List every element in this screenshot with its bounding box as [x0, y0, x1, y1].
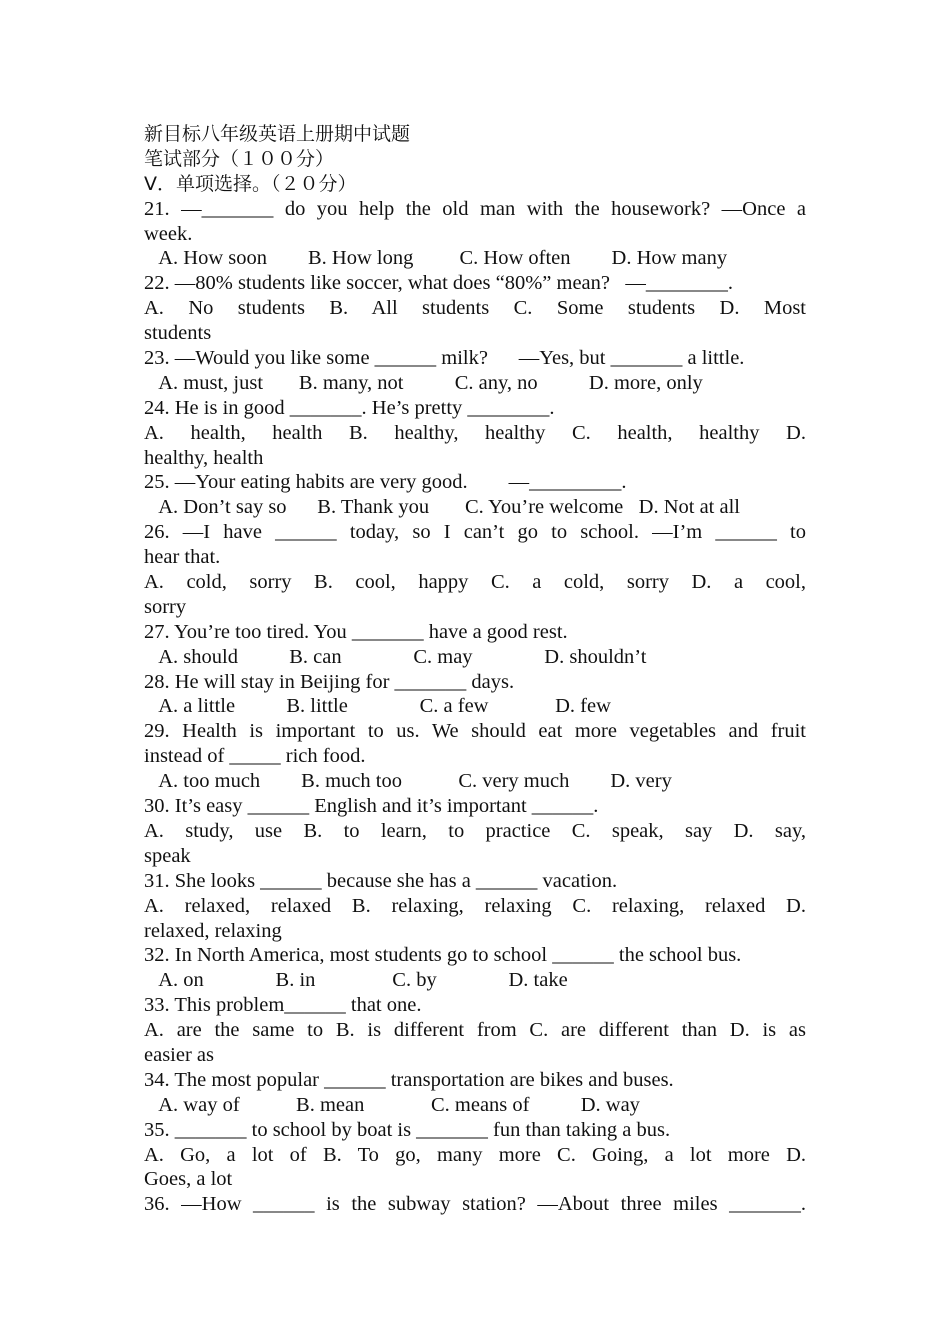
question-line: A. How soon B. How long C. How often D. How many [144, 247, 728, 270]
question-line: 27. You’re too tired. You _______ have a good rest. [144, 620, 568, 643]
question-line: A. cold, sorry B. cool, happy C. a cold, sorry D. a cool, [144, 571, 806, 594]
question-line: speak [144, 844, 191, 867]
question-line: A. No students B. All students C. Some students D. Most [144, 297, 806, 320]
question-line: A. are the same to B. is different from C. are different than D. is as [144, 1019, 806, 1042]
question-line: healthy, health [144, 446, 264, 469]
question-line: A. health, health B. healthy, healthy C. health, healthy D. [144, 421, 806, 444]
question-list [144, 197, 806, 1218]
question-line: A. a little B. little C. a few D. few [144, 695, 611, 718]
question-line: hear that. [144, 546, 221, 569]
question-line: instead of _____ rich food. [144, 745, 366, 768]
question-line: A. Go, a lot of B. To go, many more C. Going, a lot more D. [144, 1143, 806, 1166]
question-line: 35. _______ to school by boat is _______ fun than taking a bus. [144, 1118, 671, 1141]
question-line: 29. Health is important to us. We should eat more vegetables and fruit [144, 720, 806, 743]
question-line: A. relaxed, relaxed B. relaxing, relaxing C. relaxing, relaxed D. [144, 894, 806, 917]
question-line: 33. This problem______ that one. [144, 994, 422, 1017]
exam-page [144, 122, 806, 1217]
question-line: 21. —_______ do you help the old man with the housework? —Once a [144, 197, 806, 220]
question-line: 22. —80% students like soccer, what does “80%” mean? —________. [144, 272, 733, 295]
question-line: 32. In North America, most students go to school ______ the school bus. [144, 944, 742, 967]
section-heading: 笔试部分（１００分） [144, 147, 335, 170]
question-line: week. [144, 222, 193, 245]
exam-title: 新目标八年级英语上册期中试题 [144, 123, 411, 145]
question-line: A. way of B. mean C. means of D. way [144, 1093, 640, 1116]
question-line: A. study, use B. to learn, to practice C. speak, say D. say, [144, 819, 806, 842]
question-line: A. must, just B. many, not C. any, no D. more, only [144, 371, 703, 394]
part-heading: Ⅴ．单项选择。（２０分） [144, 172, 357, 195]
question-line: A. Don’t say so B. Thank you C. You’re welcome D. Not at all [144, 496, 740, 519]
question-line: 26. —I have ______ today, so I can’t go to school. —I’m ______ to [144, 521, 806, 544]
question-line: 36. —How ______ is the subway station? —About three miles _______. [144, 1193, 806, 1216]
question-line: 34. The most popular ______ transportation are bikes and buses. [144, 1068, 674, 1091]
question-line: Goes, a lot [144, 1168, 233, 1191]
question-line: 30. It’s easy ______ English and it’s important ______. [144, 795, 599, 818]
question-line: relaxed, relaxing [144, 919, 282, 942]
question-line: 28. He will stay in Beijing for _______ days. [144, 670, 515, 693]
question-line: easier as [144, 1043, 214, 1066]
question-line: 25. —Your eating habits are very good. —_________. [144, 471, 627, 494]
question-line: 23. —Would you like some ______ milk? —Yes, but _______ a little. [144, 347, 745, 370]
question-line: A. on B. in C. by D. take [144, 969, 568, 992]
question-line: 24. He is in good _______. He’s pretty ________. [144, 396, 555, 419]
question-line: students [144, 322, 212, 345]
question-line: sorry [144, 595, 187, 618]
question-line: A. too much B. much too C. very much D. very [144, 770, 672, 793]
question-line: 31. She looks ______ because she has a ______ vacation. [144, 869, 618, 892]
question-line: A. should B. can C. may D. shouldn’t [144, 645, 647, 668]
